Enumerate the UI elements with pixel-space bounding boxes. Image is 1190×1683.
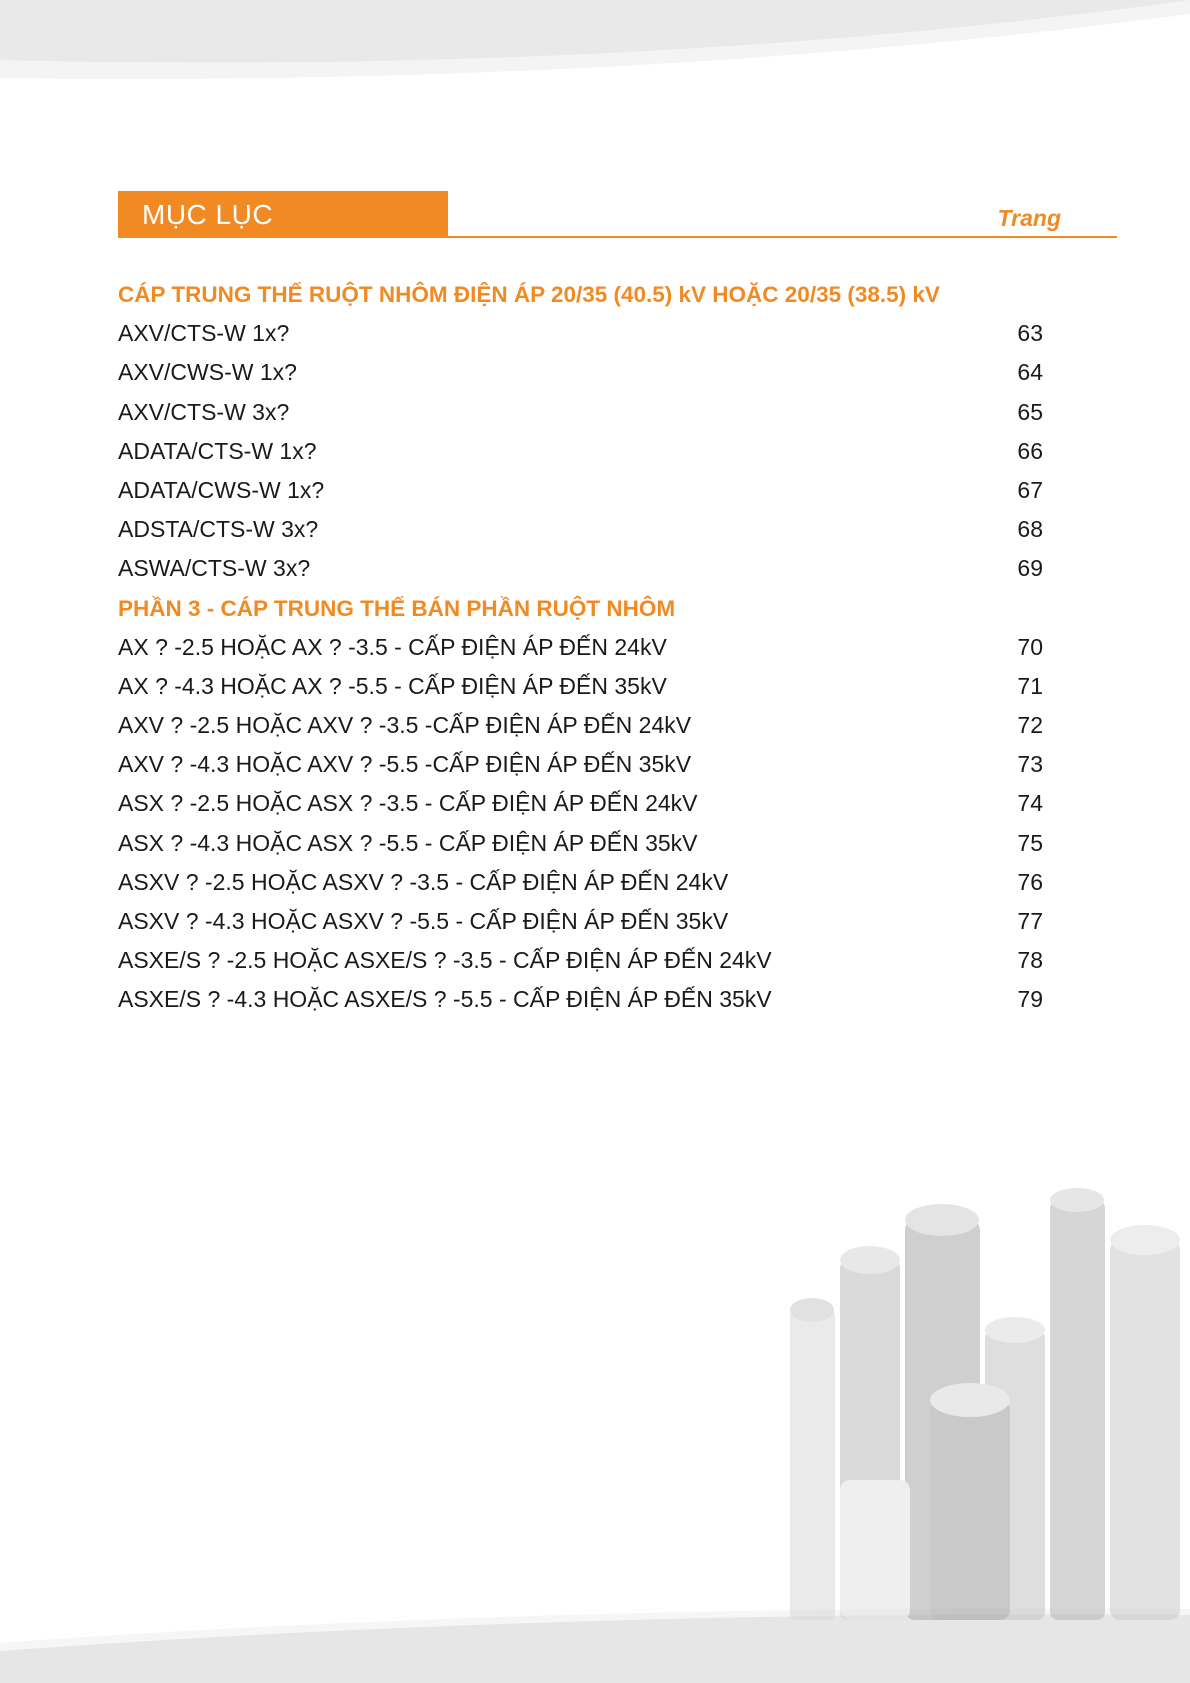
- toc-entry-page: 63: [1017, 320, 1043, 347]
- toc-entry[interactable]: [118, 824, 1043, 863]
- toc-entry-page: 75: [1017, 829, 1043, 856]
- toc-entry-page: 65: [1017, 398, 1043, 425]
- toc-title: MỤC LỤC: [118, 191, 448, 238]
- toc-header: [118, 191, 1117, 239]
- toc-entry-page: 78: [1017, 947, 1043, 974]
- toc-entry-label: AXV ? -2.5 HOẶC AXV ? -3.5 -CẤP ĐIỆN ÁP ĐẾN 24kV: [118, 712, 692, 739]
- toc-entry-label: ADATA/CWS-W 1x?: [118, 476, 325, 503]
- toc-entry-label: ASWA/CTS-W 3x?: [118, 555, 311, 582]
- toc-entry-label: ASX ? -4.3 HOẶC ASX ? -5.5 - CẤP ĐIỆN ÁP ĐẾN 35kV: [118, 829, 698, 856]
- toc-entry-page: 64: [1017, 359, 1043, 386]
- toc-entry-label: ASXV ? -2.5 HOẶC ASXV ? -3.5 - CẤP ĐIỆN ÁP ĐẾN 24kV: [118, 868, 729, 895]
- toc-entry-page: 76: [1017, 868, 1043, 895]
- toc-entry[interactable]: [118, 432, 1043, 471]
- toc-entry-page: 74: [1017, 790, 1043, 817]
- cables-illustration: [780, 1180, 1190, 1620]
- toc-entry-page: 69: [1017, 555, 1043, 582]
- toc-entry[interactable]: [118, 667, 1043, 706]
- toc-entry-page: 66: [1017, 437, 1043, 464]
- toc-entry-page: 72: [1017, 712, 1043, 739]
- toc-entry-page: 71: [1017, 672, 1043, 699]
- toc-entry-label: AXV/CTS-W 3x?: [118, 398, 290, 425]
- toc-entry-label: AXV ? -4.3 HOẶC AXV ? -5.5 -CẤP ĐIỆN ÁP ĐẾN 35kV: [118, 751, 692, 778]
- toc-entry-page: 68: [1017, 516, 1043, 543]
- toc-entry[interactable]: [118, 314, 1043, 353]
- toc-entry[interactable]: [118, 980, 1043, 1019]
- toc-entry[interactable]: [118, 393, 1043, 432]
- toc-entry-label: ASXE/S ? -2.5 HOẶC ASXE/S ? -3.5 - CẤP ĐIỆN ÁP ĐẾN 24kV: [118, 947, 772, 974]
- toc-entry[interactable]: [118, 549, 1043, 588]
- toc-entry-label: ADATA/CTS-W 1x?: [118, 437, 317, 464]
- toc-entry-page: 77: [1017, 908, 1043, 934]
- toc-entry-page: 70: [1017, 633, 1043, 660]
- toc-header-rule: [118, 236, 1117, 238]
- toc-entry[interactable]: [118, 471, 1043, 510]
- toc-entry[interactable]: [118, 353, 1043, 392]
- toc-entry-label: ASX ? -2.5 HOẶC ASX ? -3.5 - CẤP ĐIỆN ÁP ĐẾN 24kV: [118, 790, 698, 817]
- toc-entry[interactable]: [118, 902, 1043, 941]
- toc-entry-page: 79: [1017, 986, 1043, 1013]
- section-heading: PHẦN 3 - CÁP TRUNG THẾ BÁN PHẦN RUỘT NHÔM: [118, 595, 676, 621]
- toc-entry[interactable]: [118, 706, 1043, 745]
- toc-entry-label: AX ? -2.5 HOẶC AX ? -3.5 - CẤP ĐIỆN ÁP ĐẾN 24kV: [118, 633, 667, 660]
- page-column-label: Trang: [997, 205, 1061, 231]
- top-swoosh-decoration: [0, 0, 1190, 90]
- toc-entry-page: 67: [1017, 476, 1043, 503]
- toc-list: [118, 275, 1043, 1020]
- toc-entry-label: AX ? -4.3 HOẶC AX ? -5.5 - CẤP ĐIỆN ÁP ĐẾN 35kV: [118, 672, 667, 699]
- toc-entry[interactable]: [118, 863, 1043, 902]
- toc-entry[interactable]: [118, 941, 1043, 980]
- toc-entry-label: ASXE/S ? -4.3 HOẶC ASXE/S ? -5.5 - CẤP ĐIỆN ÁP ĐẾN 35kV: [118, 986, 772, 1013]
- toc-entry-page: 73: [1017, 751, 1043, 778]
- toc-entry-label: ADSTA/CTS-W 3x?: [118, 516, 319, 543]
- toc-entry-label: AXV/CWS-W 1x?: [118, 359, 297, 386]
- section-heading: CÁP TRUNG THẾ RUỘT NHÔM ĐIỆN ÁP 20/35 (40.5) kV HOẶC 20/35 (38.5) kV: [118, 282, 940, 307]
- toc-entry-label: AXV/CTS-W 1x?: [118, 320, 290, 347]
- toc-entry[interactable]: [118, 510, 1043, 549]
- toc-entry[interactable]: [118, 628, 1043, 667]
- toc-entry[interactable]: [118, 784, 1043, 823]
- toc-entry[interactable]: [118, 745, 1043, 784]
- toc-entry-label: ASXV ? -4.3 HOẶC ASXV ? -5.5 - CẤP ĐIỆN ÁP ĐẾN 35kV: [118, 908, 729, 934]
